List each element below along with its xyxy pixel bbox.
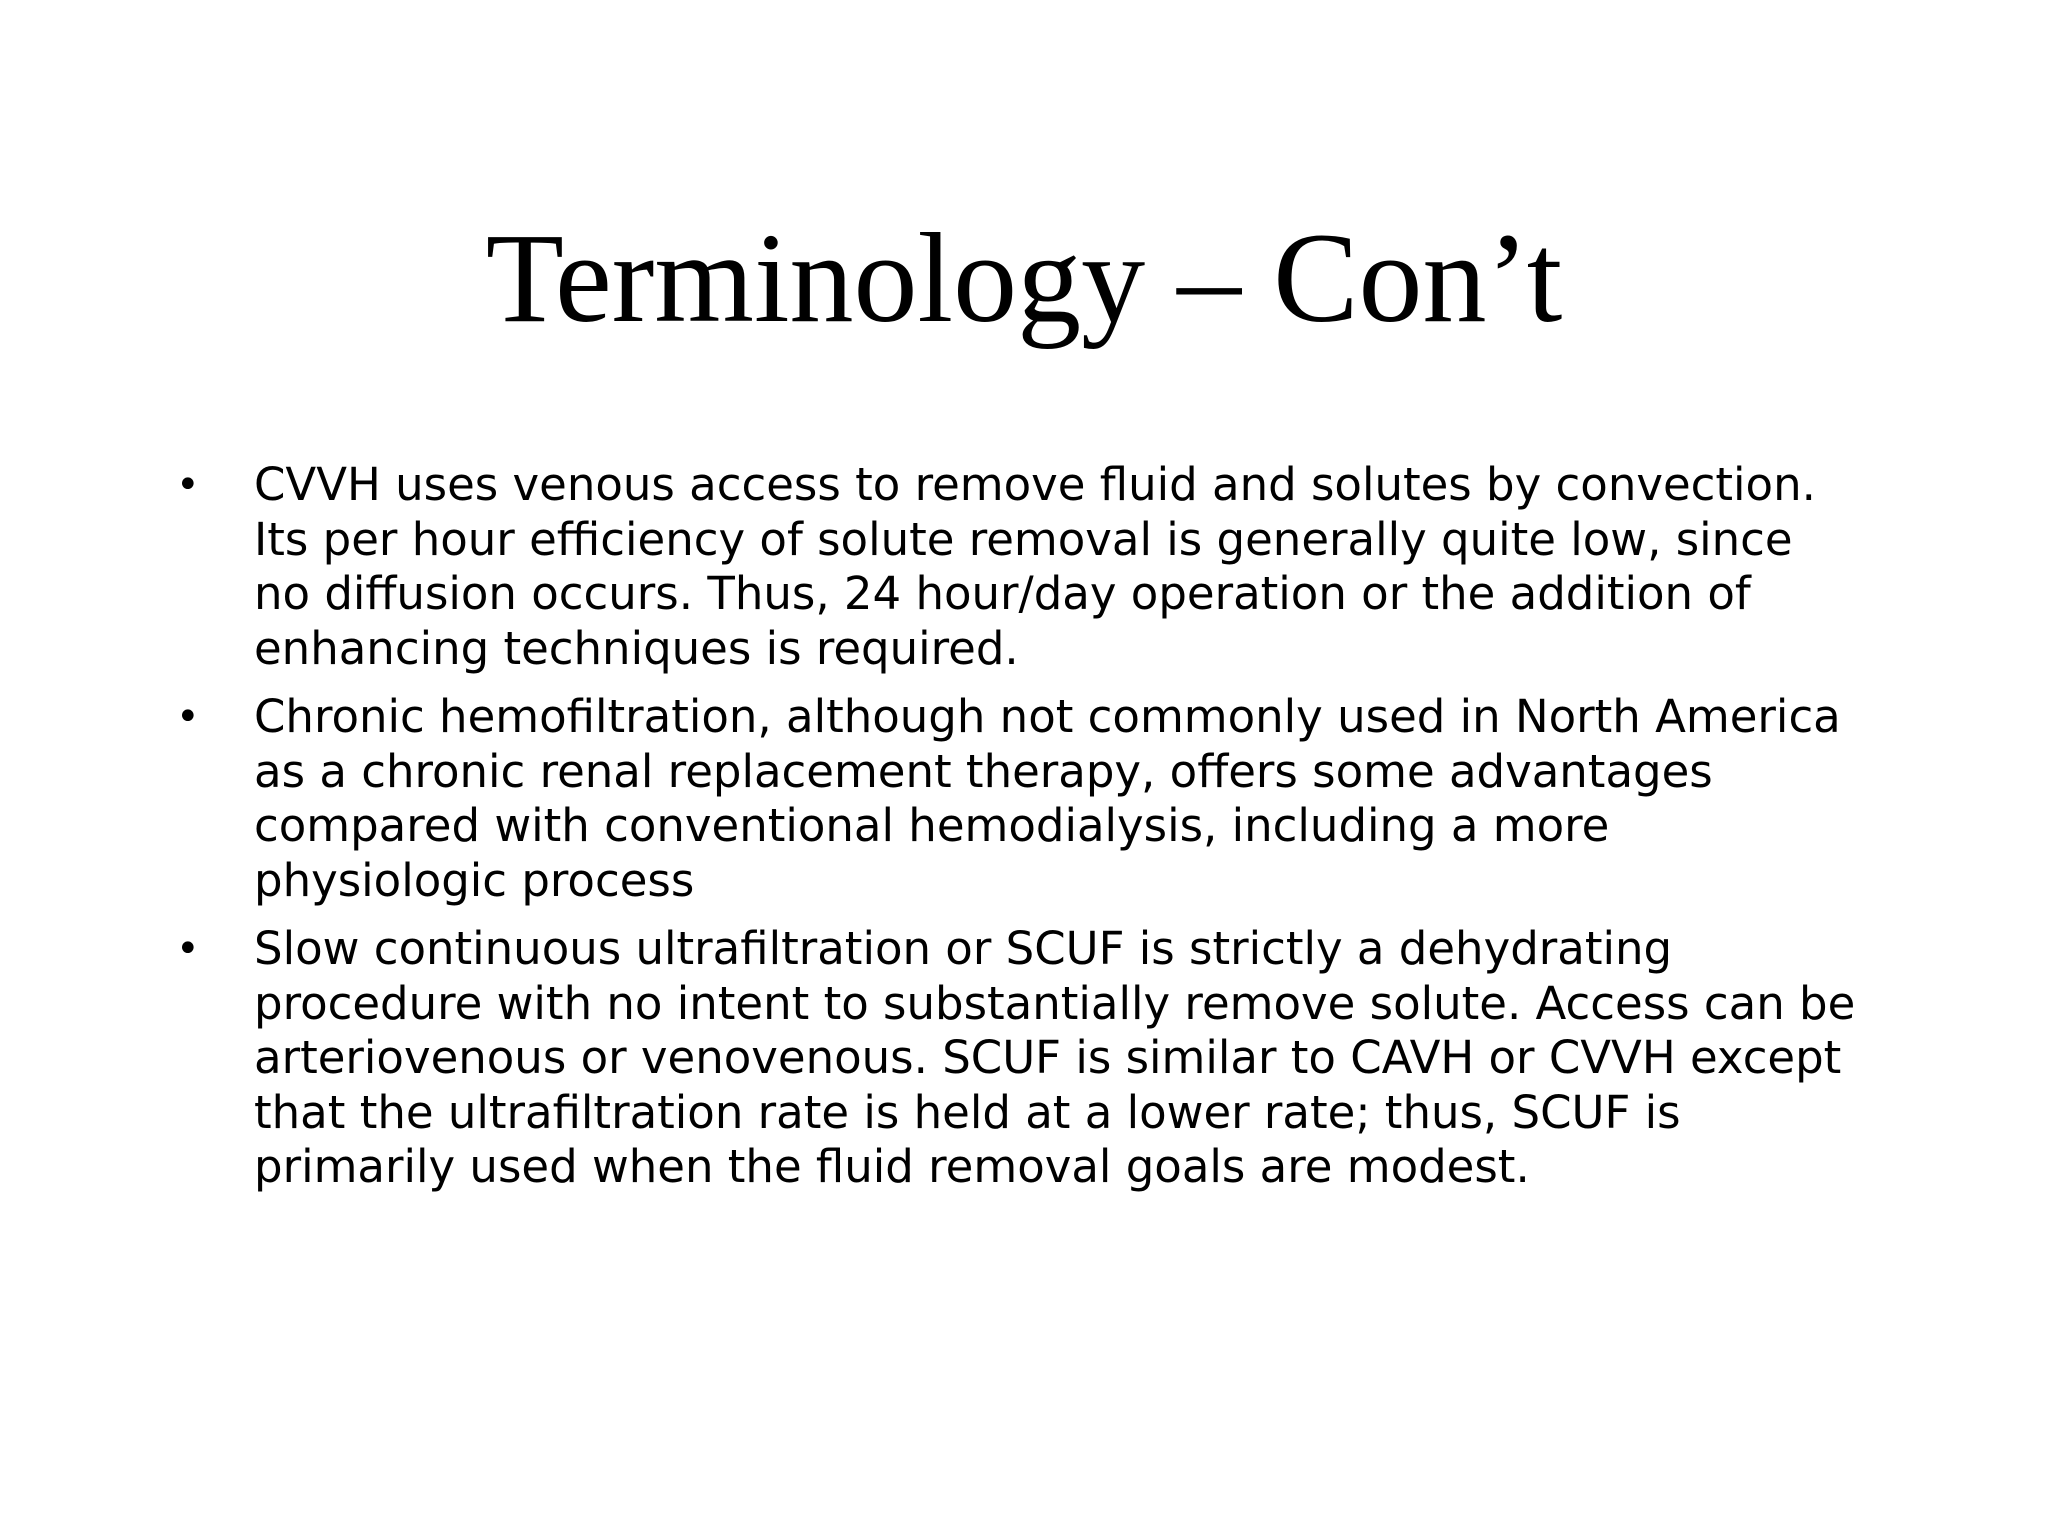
bullet-text-line: procedure with no intent to substantially remove solute. Access can be — [254, 976, 1856, 1030]
slide-title: Terminology – Con’t — [485, 207, 1563, 349]
bullet-text-line: physiologic process — [254, 853, 695, 907]
bullet-dot-icon: • — [176, 462, 200, 508]
bullet-text-line: no diffusion occurs. Thus, 24 hour/day operation or the addition of — [254, 567, 1751, 620]
bullet-text-line: Chronic hemofiltration, although not commonly used in North America — [254, 690, 1841, 743]
bullet-list — [176, 458, 1896, 1209]
bullet-text-line: enhancing techniques is required. — [254, 621, 1019, 675]
bullet-text-line: primarily used when the fluid removal goals are modest. — [254, 1140, 1530, 1193]
bullet-text-line: Slow continuous ultrafiltration or SCUF is strictly a dehydrating — [254, 922, 1673, 975]
bullet-item-scuf — [176, 922, 1896, 1195]
bullet-item-chronic-hemofiltration — [176, 690, 1896, 908]
bullet-text-line: that the ultrafiltration rate is held at a lower rate; thus, SCUF is — [254, 1085, 1681, 1139]
bullet-dot-icon: • — [176, 926, 200, 972]
bullet-text-line: arteriovenous or venovenous. SCUF is similar to CAVH or CVVH except — [254, 1031, 1842, 1084]
bullet-item-cvvh — [176, 458, 1896, 676]
bullet-text-line: as a chronic renal replacement therapy, offers some advantages — [254, 744, 1713, 798]
bullet-text-line: Its per hour efficiency of solute removal is generally quite low, since — [254, 512, 1793, 566]
bullet-text-line: compared with conventional hemodialysis, including a more — [254, 799, 1610, 852]
bullet-text-line: CVVH uses venous access to remove fluid and solutes by convection. — [254, 458, 1816, 511]
bullet-dot-icon: • — [176, 694, 200, 740]
